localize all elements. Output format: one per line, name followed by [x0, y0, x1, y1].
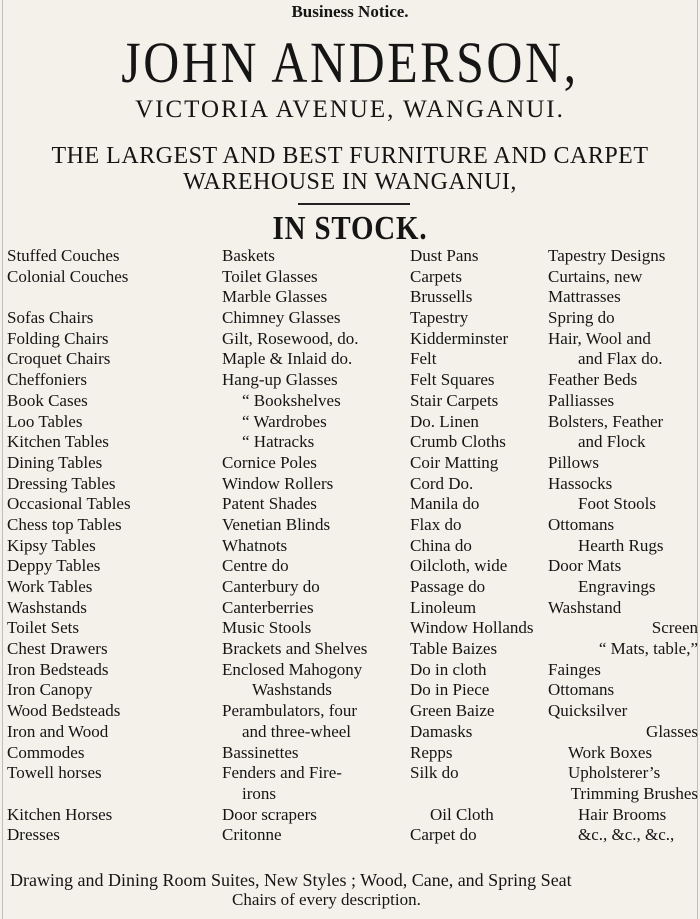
- merchant-address: VICTORIA AVENUE, WANGANUI.: [135, 96, 565, 123]
- list-item: Work Boxes: [568, 742, 653, 762]
- list-item: Sofas Chairs: [7, 308, 94, 328]
- list-item: Croquet Chairs: [7, 349, 111, 369]
- list-item: Perambulators, four: [222, 701, 358, 721]
- list-item: Brackets and Shelves: [222, 639, 368, 659]
- list-item: Silk do: [410, 763, 459, 783]
- list-item: Dresses: [7, 825, 60, 845]
- stock-column-2: [222, 246, 367, 846]
- list-item: Do. Linen: [410, 411, 479, 431]
- list-item: and three-wheel: [242, 721, 352, 741]
- list-item: Stair Carpets: [410, 390, 499, 410]
- list-item: Screen: [651, 618, 698, 638]
- list-item: Canterberries: [222, 597, 314, 617]
- list-item: &c., &c., &c.,: [578, 825, 675, 845]
- list-item: Stuffed Couches: [7, 246, 120, 265]
- list-item: and Flock: [578, 432, 646, 452]
- list-item: Fenders and Fire-: [222, 763, 342, 783]
- list-item: Chest Drawers: [7, 639, 108, 659]
- list-item: Commodes: [7, 742, 85, 762]
- divider-rule: [298, 203, 410, 205]
- list-item: Venetian Blinds: [222, 514, 331, 534]
- list-item: Book Cases: [7, 390, 88, 410]
- list-item: Toilet Glasses: [222, 266, 318, 286]
- list-item: Iron and Wood: [7, 721, 109, 741]
- list-item: Critonne: [222, 825, 282, 845]
- in-stock-heading: IN STOCK.: [272, 210, 428, 247]
- footer-line-1: Drawing and Dining Room Suites, New Styles ; Wood, Cane, and Spring Seat: [10, 870, 572, 890]
- list-item: Felt: [410, 349, 437, 369]
- list-item: Hassocks: [548, 473, 613, 493]
- list-item: Work Tables: [7, 577, 93, 596]
- list-item: Ottomans: [548, 514, 615, 534]
- list-item: Marble Glasses: [222, 287, 328, 307]
- list-item: Foot Stools: [578, 494, 656, 514]
- list-item: Repps: [410, 742, 453, 762]
- list-item: Iron Bedsteads: [7, 659, 109, 679]
- list-item: Maple & Inlaid do.: [222, 349, 353, 369]
- list-item: Kidderminster: [410, 328, 509, 348]
- list-item: Deppy Tables: [7, 556, 101, 576]
- list-item: Green Baize: [410, 701, 495, 721]
- list-item: Do in cloth: [410, 659, 487, 679]
- list-item: Cheffoniers: [7, 370, 87, 390]
- list-item: Table Baizes: [410, 639, 498, 659]
- list-item: “ Mats, table,”: [598, 639, 698, 659]
- list-item: Bolsters, Feather: [548, 411, 664, 431]
- list-item: Enclosed Mahogony: [222, 659, 363, 679]
- list-item: China do: [410, 535, 472, 555]
- list-item: Hair, Wool and: [548, 328, 651, 348]
- list-item: Flax do: [410, 514, 462, 534]
- stock-column-1: [7, 246, 131, 846]
- list-item: [7, 784, 131, 805]
- list-item: Passage do: [410, 577, 486, 596]
- list-item: Kitchen Horses: [7, 804, 113, 824]
- list-item: Loo Tables: [7, 411, 83, 431]
- list-item: Kipsy Tables: [7, 535, 96, 555]
- list-item: Hang-up Glasses: [222, 370, 338, 390]
- list-item: Oilcloth, wide: [410, 556, 508, 576]
- list-item: Wood Bedsteads: [7, 701, 121, 721]
- list-item: Brussells: [410, 287, 473, 307]
- list-item: Occasional Tables: [7, 494, 131, 514]
- list-item: Mattrasses: [548, 287, 621, 307]
- list-item: Carpets: [410, 266, 462, 286]
- list-item: Trimming Brushes: [570, 783, 698, 803]
- list-item: Chess top Tables: [7, 514, 122, 534]
- list-item: Washstands: [252, 680, 332, 700]
- list-item: [7, 287, 131, 308]
- list-item: Centre do: [222, 556, 289, 576]
- list-item: Patent Shades: [222, 494, 317, 514]
- column-rule-left: [2, 0, 3, 919]
- list-item: Oil Cloth: [430, 804, 494, 824]
- list-item: Tapestry: [410, 308, 469, 328]
- list-item: Damasks: [410, 721, 473, 741]
- stock-column-4: [548, 246, 698, 846]
- list-item: Window Hollands: [410, 618, 534, 638]
- list-item: Washstands: [7, 597, 87, 617]
- list-item: Towell horses: [7, 763, 102, 783]
- list-item: Curtains, new: [548, 266, 643, 286]
- list-item: Spring do: [548, 308, 615, 328]
- list-item: Fainges: [548, 659, 601, 679]
- list-item: Door Mats: [548, 556, 622, 576]
- list-item: Gilt, Rosewood, do.: [222, 328, 359, 348]
- list-item: Ottomans: [548, 680, 615, 700]
- tagline: [0, 143, 700, 195]
- list-item: Dust Pans: [410, 246, 479, 265]
- list-item: Coir Matting: [410, 452, 499, 472]
- list-item: Window Rollers: [222, 473, 334, 493]
- list-item: Pillows: [548, 452, 600, 472]
- list-item: Engravings: [578, 577, 656, 596]
- list-item: Chimney Glasses: [222, 308, 341, 328]
- list-item: Whatnots: [222, 535, 288, 555]
- list-item: Music Stools: [222, 618, 312, 638]
- list-item: Manila do: [410, 494, 480, 514]
- list-item: Kitchen Tables: [7, 432, 109, 452]
- list-item: Crumb Cloths: [410, 432, 506, 452]
- list-item: Felt Squares: [410, 370, 495, 390]
- list-item: Linoleum: [410, 597, 477, 617]
- list-item: Colonial Couches: [7, 266, 129, 286]
- list-item: Hearth Rugs: [578, 535, 664, 555]
- list-item: irons: [242, 783, 276, 803]
- list-item: Folding Chairs: [7, 328, 109, 348]
- list-item: Dining Tables: [7, 452, 103, 472]
- list-item: Cornice Poles: [222, 452, 317, 472]
- list-item: Tapestry Designs: [548, 246, 666, 265]
- business-notice-header: Business Notice.: [291, 2, 409, 21]
- list-item: Hair Brooms: [578, 804, 667, 824]
- merchant-name: JOHN ANDERSON,: [121, 30, 579, 95]
- list-item: Do in Piece: [410, 680, 490, 700]
- list-item: “ Bookshelves: [242, 390, 341, 410]
- list-item: Cord Do.: [410, 473, 474, 493]
- list-item: Glasses: [646, 721, 698, 741]
- list-item: Feather Beds: [548, 370, 638, 390]
- list-item: and Flax do.: [578, 349, 663, 369]
- list-item: Baskets: [222, 246, 275, 265]
- stock-column-3: [410, 246, 534, 846]
- list-item: Carpet do: [410, 825, 477, 845]
- list-item: Quicksilver: [548, 701, 628, 721]
- list-item: Toilet Sets: [7, 618, 80, 638]
- list-item: Canterbury do: [222, 577, 320, 596]
- list-item: Palliasses: [548, 390, 615, 410]
- list-item: [410, 784, 534, 805]
- list-item: “ Wardrobes: [242, 411, 327, 431]
- list-item: Upholsterer’s: [568, 763, 661, 783]
- list-item: Washstand: [548, 597, 622, 617]
- list-item: “ Hatracks: [242, 432, 315, 452]
- list-item: Iron Canopy: [7, 680, 93, 700]
- list-item: Door scrapers: [222, 804, 317, 824]
- list-item: Bassinettes: [222, 742, 299, 762]
- footer-line-2: Chairs of every description.: [232, 890, 421, 909]
- list-item: Dressing Tables: [7, 473, 116, 493]
- tagline-line-1: THE LARGEST AND BEST FURNITURE AND CARPET: [51, 143, 649, 169]
- tagline-line-2: WAREHOUSE IN WANGANUI,: [183, 169, 517, 195]
